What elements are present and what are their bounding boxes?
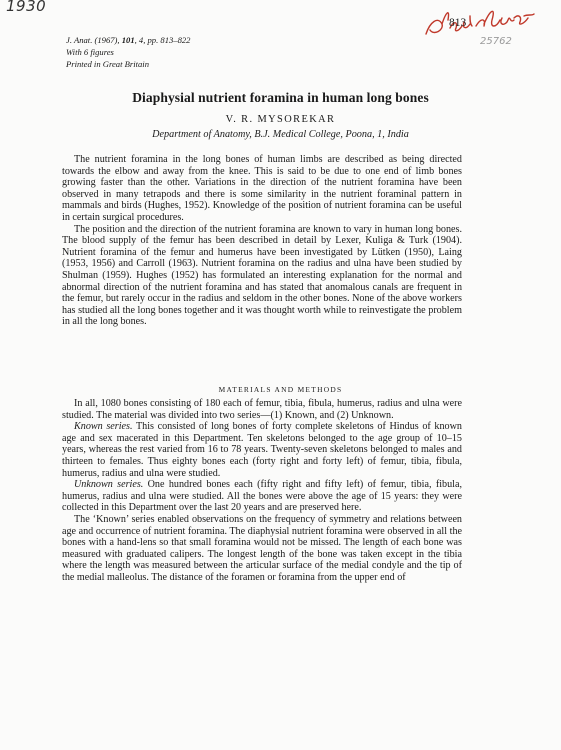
handwritten-number: 1930 xyxy=(6,0,47,15)
paragraph: The nutrient foramina in the long bones of human limbs are described as being directed towards the elbow and away from the knee. This is said to be due to one end of limb bones growing faster than the other. Variations in the direction of the nutrient foramina have been observed in many tetrapods and there is some similarity in the nutrient foraminal pattern in mammals and birds (Hughes, 1952). Knowledge of the position of nutrient foramina can be useful in certain surgical procedures. xyxy=(62,154,462,223)
citation-year: (1967), xyxy=(92,35,122,45)
paragraph-text: This consisted of long bones of forty complete skeletons of Hindus of known age and sex macerated in this Department. Ten skeletons belonged to the age group of 10–15 years, whereas the rest varied from 16 to 78 years. Twenty-seven skeletons belonged to males and thirteen to females. Thus eighty bones each (forty right and forty left) of femur, tibia, fibula, humerus, radius and ulna were studied. xyxy=(62,421,462,479)
page-number: 813 xyxy=(449,17,467,29)
paragraph: The position and the direction of the nutrient foramina are known to vary in human long bones. The blood supply of the femur has been described in detail by Lexer, Kuliga & Turk (1904). Nutrient foramina of the femur and humerus have been investigated by Lütken (1950), Laing (1953, 1956) and Carroll (1963). Nutrient foramina on the radius and ulna have been studied by Shulman (1959). Hughes (1952) has formulated an interesting explanation for the normal and abnormal direction of the nutrient foramina and has stated that anomalous canals are frequent in the femur, but rarely occur in the radius and seldom in the other bones. None of the above workers has studied all the long bones together and it was thought worth while to reinvestigate the problem in all the long bones. xyxy=(62,223,462,328)
citation-prefix: J. xyxy=(66,35,74,45)
run-in-heading: Known series. xyxy=(74,421,133,433)
paper-title: Diaphysial nutrient foramina in human long bones xyxy=(132,90,429,105)
author-name: V. R. MYSOREKAR xyxy=(225,114,336,125)
paragraph: In all, 1080 bones consisting of 180 each of femur, tibia, fibula, humerus, radius and ulna were studied. The material was divided into two series—(1) Known, and (2) Unknown. xyxy=(62,398,462,421)
section-heading: MATERIALS AND METHODS xyxy=(218,385,343,394)
journal-citation xyxy=(66,34,190,46)
introduction xyxy=(62,154,462,328)
paragraph xyxy=(62,479,462,514)
paragraph-text: One hundred bones each (fifty right and fifty left) of femur, tibia, fibula, humerus, radius and ulna were studied. All the bones were above the age of 15 years: they were collected in this Department over the last 20 years and are preserved here. xyxy=(62,479,462,514)
paragraph xyxy=(62,421,462,479)
citation-pages: , 4, pp. 813–822 xyxy=(134,35,191,45)
pencil-note: 25762 xyxy=(480,36,512,47)
author-affiliation: Department of Anatomy, B.J. Medical College, Poona, 1, India xyxy=(152,129,409,140)
citation-volume: 101 xyxy=(121,35,135,45)
citation-journal: Anat. xyxy=(73,35,93,45)
run-in-heading: Unknown series. xyxy=(74,479,144,491)
materials-methods xyxy=(62,398,462,584)
figures-note: With 6 figures xyxy=(66,47,114,57)
printed-note: Printed in Great Britain xyxy=(66,59,149,69)
journal-meta xyxy=(66,34,190,70)
paragraph: The ‘Known’ series enabled observations on the frequency of symmetry and relations between age and occurrence of nutrient foramina. The diaphysial nutrient foramina were observed in all the bones with a hand-lens so that small foramina would not be missed. The length of each bone was measured with graduated calipers. The longest length of the bone was taken except in the tibia where the length was measured between the articular surface of the medial condyle and the tip of the medial malleolus. The distance of the foramen or foramina from the upper end of xyxy=(62,513,462,583)
